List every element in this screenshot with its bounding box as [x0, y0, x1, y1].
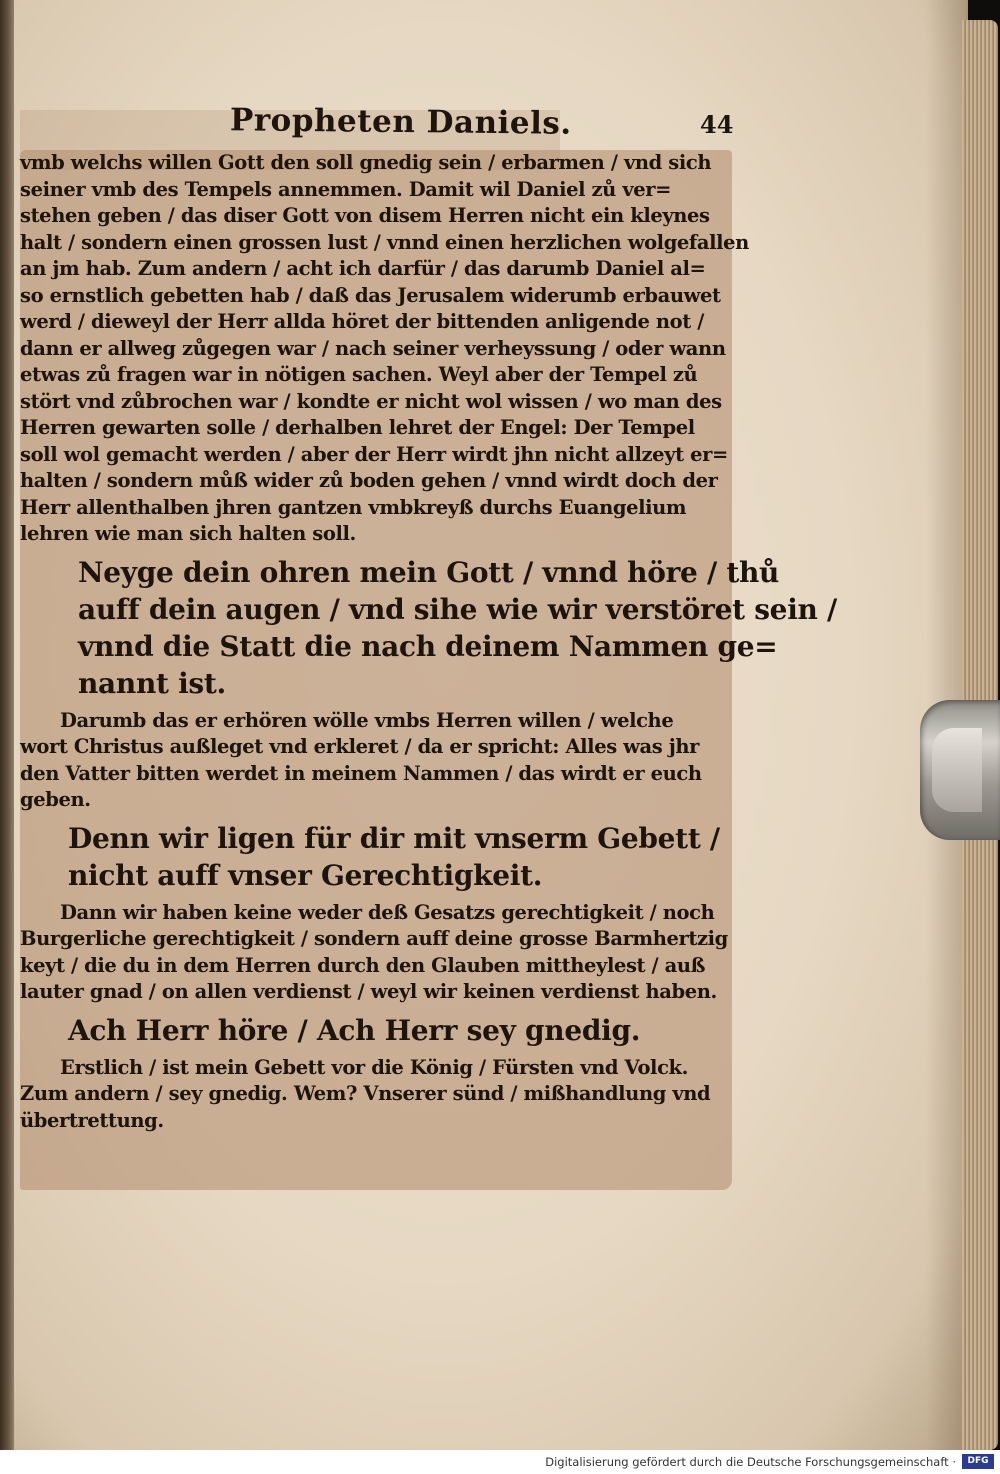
text-line: so ernstlich gebetten hab / daß das Jerusalem widerumb erbauwet [20, 283, 721, 307]
text-line: stört vnd zůbrochen war / kondte er nicht wol wissen / wo man des [20, 389, 722, 413]
paragraph-3 [20, 900, 742, 1006]
text-line: übertrettung. [20, 1108, 164, 1132]
text-line: Herr allenthalben jhren gantzen vmbkreyß durchs Euangelium [20, 495, 687, 519]
text-line: soll wol gemacht werden / aber der Herr wirdt jhn nicht allzeyt er= [20, 442, 728, 466]
verse-line: auff dein augen / vnd sihe wie wir verstöret sein / [78, 592, 837, 626]
verse-line: Neyge dein ohren mein Gott / vnnd höre / thů [78, 555, 780, 589]
funding-credit: Digitalisierung gefördert durch die Deutsche Forschungsgemeinschaft · [545, 1455, 956, 1469]
text-line: an jm hab. Zum andern / acht ich darfür / das darumb Daniel al= [20, 257, 706, 280]
page-header [20, 100, 742, 150]
text-line: halt / sondern einen grossen lust / vnnd einen herzlichen wolgefallen [20, 230, 749, 254]
verse-3 [20, 1012, 742, 1049]
verse-line: nannt ist. [78, 666, 226, 700]
book-clasp-plate [932, 728, 982, 812]
text-line: vmb welchs willen Gott den soll gnedig sein / erbarmen / vnd sich [20, 151, 712, 174]
text-line: etwas zů fragen war in nötigen sachen. Weyl aber der Tempel zů [20, 363, 698, 386]
verse-line: Ach Herr höre / Ach Herr sey gnedig. [68, 1013, 641, 1047]
text-line: Zum andern / sey gnedig. Wem? Vnserer sünd / mißhandlung vnd [20, 1082, 711, 1105]
text-line: Dann wir haben keine weder deß Gesatzs gerechtigkeit / noch [60, 900, 715, 924]
verse-2 [20, 820, 742, 894]
text-line: dann er allweg zůgegen war / nach seiner verheyssung / oder wann [20, 336, 726, 360]
text-line: seiner vmb des Tempels annemmen. Damit wil Daniel zů ver= [20, 177, 672, 201]
digitization-footer [0, 1450, 1000, 1474]
text-line: Darumb das er erhören wölle vmbs Herren willen / welche [60, 708, 674, 732]
text-line: Erstlich / ist mein Gebett vor die König / Fürsten vnd Volck. [60, 1055, 689, 1079]
verse-line: nicht auff vnser Gerechtigkeit. [68, 858, 543, 892]
text-line: den Vatter bitten werdet in meinem Nammen / das wirdt er euch [20, 761, 702, 785]
running-title: Propheten Daniels. [229, 102, 572, 142]
text-line: geben. [20, 788, 91, 811]
text-line: wort Christus außleget vnd erkleret / da er spricht: Alles was jhr [20, 735, 700, 758]
verse-1 [20, 554, 837, 702]
book-clasp [920, 700, 1000, 840]
paragraph-4 [20, 1055, 742, 1135]
text-line: werd / dieweyl der Herr allda höret der bittenden anligende not / [20, 310, 704, 333]
text-line: lauter gnad / on allen verdienst / weyl wir keinen verdienst haben. [20, 980, 717, 1003]
verse-line: Denn wir ligen für dir mit vnserm Gebett / [68, 821, 720, 855]
page-text [20, 100, 837, 1134]
verse-line: vnnd die Statt die nach deinem Nammen ge= [78, 629, 778, 663]
text-line: stehen geben / das diser Gott von disem Herren nicht ein kleynes [20, 204, 710, 227]
page-number: 44 [700, 110, 734, 139]
text-line: keyt / die du in dem Herren durch den Glauben mittheylest / auß [20, 953, 706, 977]
paragraph-1 [20, 150, 749, 548]
text-line: Herren gewarten solle / derhalben lehret der Engel: Der Tempel [20, 416, 695, 439]
paragraph-2 [20, 708, 742, 814]
text-line: Burgerliche gerechtigkeit / sondern auff deine grosse Barmhertzig [20, 927, 728, 950]
text-line: lehren wie man sich halten soll. [20, 522, 356, 545]
text-line: halten / sondern můß wider zů boden gehen / vnnd wirdt doch der [20, 469, 718, 492]
dfg-logo: DFG [962, 1454, 994, 1469]
